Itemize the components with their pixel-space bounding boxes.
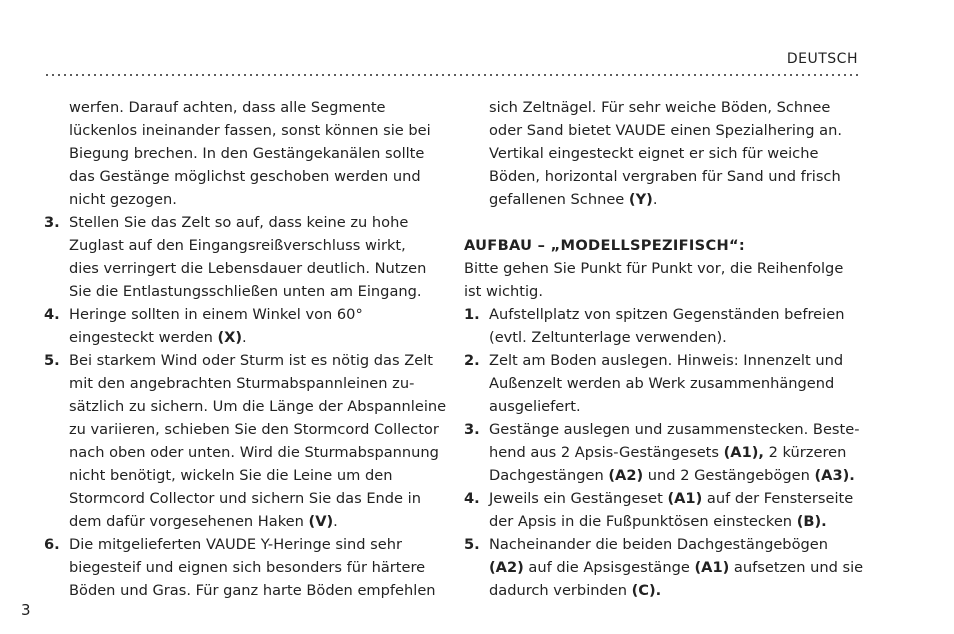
text-segment: biegesteif und eignen sich besonders für härtere <box>69 559 426 576</box>
text-segment: nach oben oder unten. Wird die Sturmabspannung <box>69 444 439 461</box>
text-segment: nicht gezogen. <box>69 191 177 208</box>
list-item-number: 3. <box>44 214 60 231</box>
text-segment: sich Zeltnägel. Für sehr weiche Böden, Schnee <box>489 99 831 116</box>
dotted-divider <box>44 74 860 76</box>
text-segment: Böden und Gras. Für ganz harte Böden empfehlen <box>69 582 436 599</box>
text-segment: zu variieren, schieben Sie den Stormcord Collector <box>69 421 439 438</box>
text-line <box>464 119 859 142</box>
text-line <box>44 280 440 303</box>
text-line <box>44 441 440 464</box>
figure-reference: (B). <box>796 513 827 530</box>
text-line <box>464 96 859 119</box>
text-segment: Nacheinander die beiden Dachgestängebögen <box>489 536 828 553</box>
text-segment: Zelt am Boden auslegen. Hinweis: Innenzelt und <box>489 352 844 369</box>
text-line <box>464 441 859 464</box>
text-line <box>44 418 440 441</box>
text-line <box>44 119 440 142</box>
text-line <box>44 96 440 119</box>
list-item-line <box>464 533 859 556</box>
figure-reference: (Y) <box>628 191 653 208</box>
figure-reference: (C). <box>631 582 662 599</box>
text-line <box>464 556 864 579</box>
figure-reference: (A1) <box>667 490 703 507</box>
text-segment: lückenlos ineinander fassen, sonst können sie bei <box>69 122 431 139</box>
text-segment: Gestänge auslegen und zusammenstecken. Beste- <box>489 421 860 438</box>
figure-reference: (A2) <box>489 559 524 576</box>
text-segment: Außenzelt werden ab Werk zusammenhängend <box>489 375 835 392</box>
list-item-number: 4. <box>464 490 480 507</box>
list-item-line <box>464 418 859 441</box>
text-line <box>44 487 440 510</box>
text-segment: Jeweils ein Gestängeset <box>489 490 668 507</box>
text-segment: auf der Fensterseite <box>702 490 854 507</box>
list-item-line <box>44 211 440 234</box>
text-segment: auf die Apsisgestänge <box>523 559 695 576</box>
text-line <box>44 395 447 418</box>
list-item-number: 3. <box>464 421 480 438</box>
text-line <box>464 188 859 211</box>
text-segment: Aufstellplatz von spitzen Gegenständen befreien <box>489 306 845 323</box>
text-segment: Stormcord Collector und sichern Sie das Ende in <box>69 490 421 507</box>
text-line <box>464 395 859 418</box>
list-item-line <box>464 349 859 372</box>
text-segment: werfen. Darauf achten, dass alle Segmente <box>69 99 386 116</box>
text-segment: Vertikal eingesteckt eignet er sich für weiche <box>489 145 819 162</box>
text-line <box>464 326 859 349</box>
figure-reference: (A3). <box>814 467 855 484</box>
text-segment: Bitte gehen Sie Punkt für Punkt vor, die Reihenfolge <box>464 260 844 277</box>
text-segment: Dachgestängen <box>489 467 609 484</box>
list-item-number: 5. <box>464 536 480 553</box>
figure-reference: (X) <box>217 329 243 346</box>
list-item-line <box>44 349 440 372</box>
text-segment: das Gestänge möglichst geschoben werden und <box>69 168 421 185</box>
figure-reference: (A2) <box>608 467 644 484</box>
text-line <box>44 464 440 487</box>
text-segment: sätzlich zu sichern. Um die Länge der Abspannleine <box>69 398 447 415</box>
text-line <box>44 579 440 602</box>
list-item-number: 5. <box>44 352 60 369</box>
list-item-line <box>464 487 859 510</box>
text-segment: (evtl. Zeltunterlage verwenden). <box>489 329 727 346</box>
text-segment: . <box>242 329 247 346</box>
list-item-number: 6. <box>44 536 60 553</box>
text-segment: dadurch verbinden <box>489 582 632 599</box>
text-line <box>464 372 859 395</box>
text-segment: aufsetzen und sie <box>729 559 864 576</box>
text-segment: gefallenen Schnee <box>489 191 629 208</box>
text-segment: Sie die Entlastungsschließen unten am Eingang. <box>69 283 422 300</box>
text-line <box>44 142 440 165</box>
text-segment: nicht benötigt, wickeln Sie die Leine um den <box>69 467 393 484</box>
text-line <box>44 234 440 257</box>
text-line <box>464 579 859 602</box>
text-line <box>44 510 440 533</box>
text-line <box>464 257 859 280</box>
text-line <box>464 142 859 165</box>
paragraph-gap <box>464 211 859 234</box>
text-segment: der Apsis in die Fußpunktösen einstecken <box>489 513 797 530</box>
text-segment: AUFBAU – „MODELLSPEZIFISCH“: <box>464 237 745 254</box>
text-segment: Biegung brechen. In den Gestängekanälen sollte <box>69 145 425 162</box>
text-line <box>464 165 859 188</box>
text-segment: eingesteckt werden <box>69 329 218 346</box>
text-segment: dies verringert die Lebensdauer deutlich. Nutzen <box>69 260 427 277</box>
right-column <box>464 96 864 602</box>
figure-reference: (A1) <box>694 559 730 576</box>
text-line <box>44 165 440 188</box>
list-item-number: 2. <box>464 352 480 369</box>
text-line <box>44 372 440 395</box>
text-segment: ist wichtig. <box>464 283 543 300</box>
text-segment: ausgeliefert. <box>489 398 581 415</box>
list-item-number: 1. <box>464 306 480 323</box>
text-line <box>44 556 440 579</box>
figure-reference: (V) <box>308 513 334 530</box>
text-segment: oder Sand bietet VAUDE einen Spezialhering an. <box>489 122 842 139</box>
text-segment: dem dafür vorgesehenen Haken <box>69 513 309 530</box>
text-segment: Zuglast auf den Eingangsreißverschluss wirkt, <box>69 237 406 254</box>
text-segment: und 2 Gestängebögen <box>643 467 815 484</box>
list-item-line <box>44 533 440 556</box>
text-line <box>464 464 859 487</box>
list-item-line <box>44 303 440 326</box>
list-item-number: 4. <box>44 306 60 323</box>
left-column <box>44 96 447 602</box>
text-segment: Bei starkem Wind oder Sturm ist es nötig das Zelt <box>69 352 433 369</box>
text-line <box>464 280 859 303</box>
text-segment: hend aus 2 Apsis-Gestängesets <box>489 444 724 461</box>
text-segment: Die mitgelieferten VAUDE Y-Heringe sind sehr <box>69 536 402 553</box>
text-segment: Böden, horizontal vergraben für Sand und frisch <box>489 168 841 185</box>
text-segment: Heringe sollten in einem Winkel von 60° <box>69 306 363 323</box>
section-heading <box>464 234 859 257</box>
list-item-line <box>464 303 859 326</box>
text-segment: . <box>333 513 338 530</box>
text-line <box>44 326 440 349</box>
language-label: DEUTSCH <box>786 51 858 67</box>
text-segment: mit den angebrachten Sturmabspannleinen zu- <box>69 375 415 392</box>
text-line <box>464 510 859 533</box>
text-line <box>44 188 440 211</box>
text-line <box>44 257 440 280</box>
figure-reference: (A1), <box>723 444 764 461</box>
text-segment: . <box>652 191 658 208</box>
text-segment: Stellen Sie das Zelt so auf, dass keine zu hohe <box>69 214 409 231</box>
page-number: 3 <box>21 601 31 619</box>
text-segment: 2 kürzeren <box>763 444 847 461</box>
